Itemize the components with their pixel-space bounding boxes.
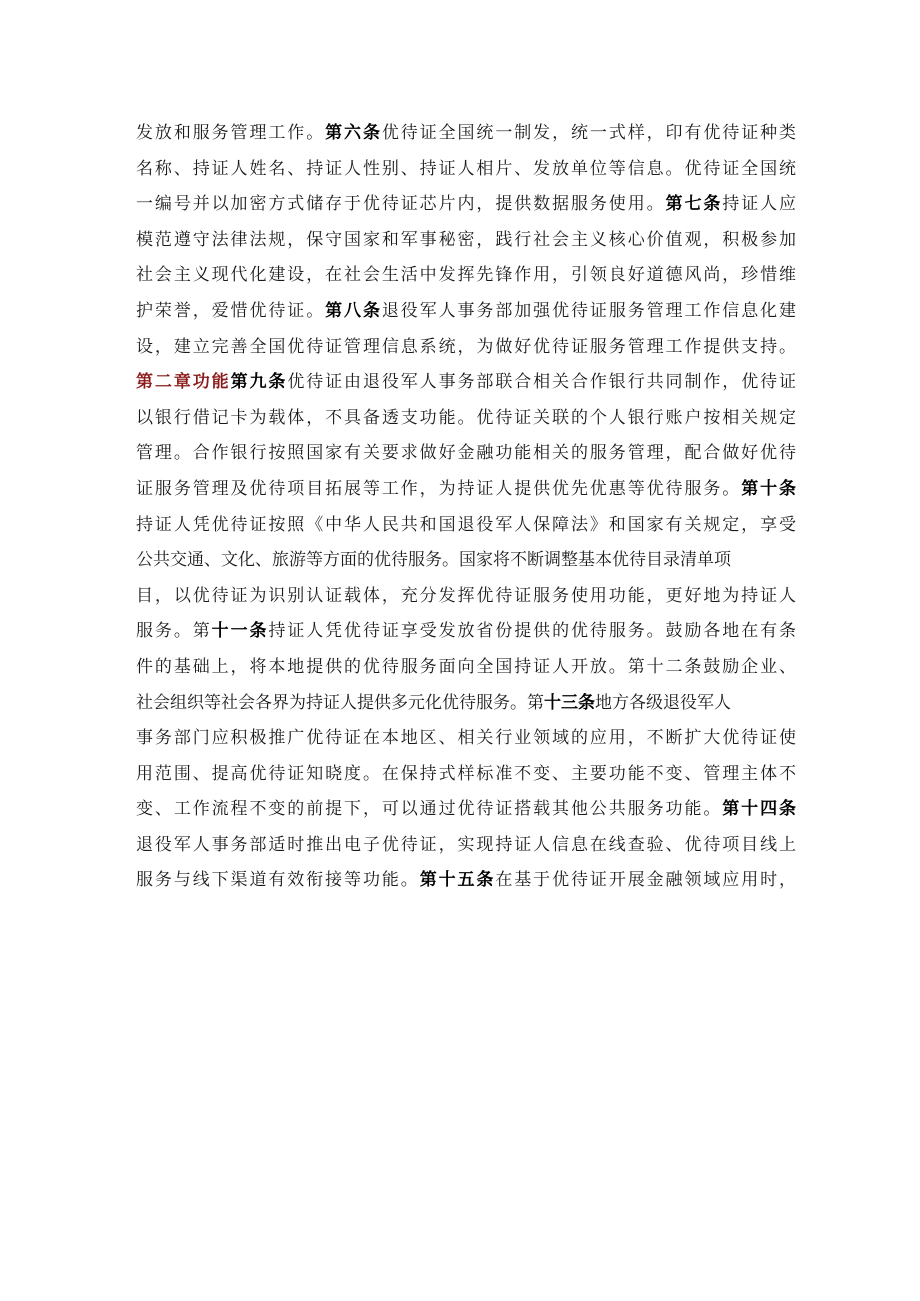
body-text: 公共交通、文化、旅游等方面的优待服务。国家将不断调整基本优待目录清单项 xyxy=(136,550,731,571)
article-number: 第八条 xyxy=(325,300,382,321)
body-text: 变、工作流程不变的前提下，可以通过优待证搭载其他公共服务功能。 xyxy=(136,799,723,820)
text-line xyxy=(136,579,796,615)
text-line xyxy=(136,258,796,294)
body-text: 一编号并以加密方式储存于优待证芯片内，提供数据服务使用。 xyxy=(136,194,666,215)
article-number: 十三条 xyxy=(544,692,595,713)
body-text: 设，建立完善全国优待证管理信息系统，为做好优待证服务管理工作提供支持。 xyxy=(136,336,796,357)
body-text: 护荣誉，爱惜优待证。 xyxy=(136,300,326,321)
body-text: 以银行借记卡为载体，不具备透支功能。优待证关联的个人银行账户按相关规定 xyxy=(136,407,796,428)
body-text: 证服务管理及优待项目拓展等工作，为持证人提供优先优惠等优待服务。 xyxy=(136,478,742,499)
text-line xyxy=(136,686,796,722)
text-line xyxy=(136,152,796,188)
text-line xyxy=(136,365,796,401)
article-number: 第十四条 xyxy=(722,799,797,820)
text-line xyxy=(136,721,796,757)
text-line xyxy=(136,828,796,864)
body-text: 管理。合作银行按照国家有关要求做好金融功能相关的服务管理，配合做好优待 xyxy=(136,443,796,464)
article-number: 十一条 xyxy=(211,621,269,642)
body-text: 持证人凭优待证按照《中华人民共和国退役军人保障法》和国家有关规定，享受 xyxy=(136,514,796,535)
body-text: 事务部门应积极推广优待证在本地区、相关行业领域的应用，不断扩大优待证使 xyxy=(136,728,796,749)
body-text: 发放和服务管理工作。 xyxy=(136,123,326,143)
body-text: 退役军人事务部加强优待证服务管理工作信息化建 xyxy=(381,300,797,321)
body-text: 用范围、提高优待证知晓度。在保持式样标准不变、主要功能不变、管理主体不 xyxy=(136,763,796,784)
body-text: 在基于优待证开展金融领域应用时， xyxy=(495,870,797,891)
text-line xyxy=(136,508,796,544)
body-text: 优待证全国统一制发，统一式样，印有优待证种类 xyxy=(381,123,797,143)
body-text: 件的基础上，将本地提供的优待服务面向全国持证人开放。第十二条鼓励企业、 xyxy=(136,656,796,677)
body-text: 持证人应 xyxy=(722,194,797,215)
text-line xyxy=(136,187,796,223)
text-line xyxy=(136,863,796,899)
text-line xyxy=(136,401,796,437)
text-line xyxy=(136,792,796,828)
body-text: 服务。第 xyxy=(136,621,212,642)
text-line xyxy=(136,614,796,650)
body-text: 优待证由退役军人事务部联合相关合作银行共同制作，优待证 xyxy=(287,372,797,393)
text-line xyxy=(136,757,796,793)
text-line xyxy=(136,223,796,259)
body-text: 社会组织等社会各界为持证人提供多元化优待服务。第 xyxy=(136,692,544,713)
text-line xyxy=(136,330,796,366)
article-number: 第十五条 xyxy=(419,870,496,891)
text-line xyxy=(136,543,796,579)
text-line xyxy=(136,436,796,472)
chapter-heading: 第二章功能 xyxy=(136,372,231,393)
text-line xyxy=(136,650,796,686)
text-line xyxy=(136,294,796,330)
article-number: 第七条 xyxy=(665,194,723,215)
article-number: 第十条 xyxy=(741,478,797,499)
article-number: 第九条 xyxy=(230,372,288,393)
text-line xyxy=(136,116,796,152)
body-text: 退役军人事务部适时推出电子优待证，实现持证人信息在线查验、优待项目线上 xyxy=(136,834,796,855)
body-text: 地方各级退役军人 xyxy=(595,692,731,713)
body-text: 模范遵守法律法规，保守国家和军事秘密，践行社会主义核心价值观，积极参加 xyxy=(136,229,796,250)
body-text: 目，以优待证为识别认证载体，充分发挥优待证服务使用功能，更好地为持证人 xyxy=(136,585,796,606)
body-text: 服务与线下渠道有效衔接等功能。 xyxy=(136,870,420,891)
body-text: 名称、持证人姓名、持证人性别、持证人相片、发放单位等信息。优待证全国统 xyxy=(136,158,796,179)
document-body xyxy=(136,116,796,899)
body-text: 持证人凭优待证享受发放省份提供的优待服务。鼓励各地在有条 xyxy=(268,621,797,642)
body-text: 社会主义现代化建设，在社会生活中发挥先锋作用，引领良好道德风尚，珍惜维 xyxy=(136,265,796,286)
article-number: 第六条 xyxy=(325,123,382,143)
text-line xyxy=(136,472,796,508)
